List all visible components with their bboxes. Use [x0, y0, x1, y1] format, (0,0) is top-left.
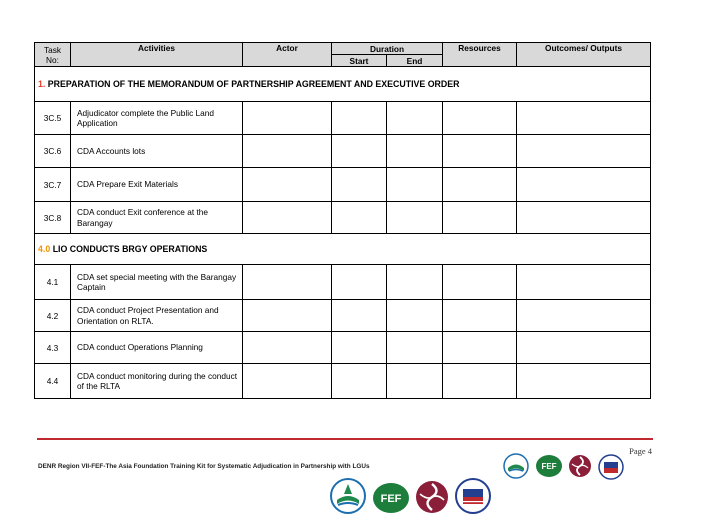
- footer-text: DENR Region VII-FEF-The Asia Foundation Training Kit for Systematic Adjudication in Partnership with LGUs: [38, 463, 370, 470]
- section-number: 4.0: [38, 244, 51, 254]
- outcomes-cell: [517, 300, 651, 332]
- end-cell: [387, 300, 443, 332]
- fef-logo: [372, 482, 410, 514]
- usaid-logo-small: [598, 454, 624, 480]
- header-outcomes: Outcomes/ Outputs: [517, 43, 651, 67]
- task-number: 4.4: [35, 364, 71, 399]
- resources-cell: [443, 364, 517, 399]
- start-cell: [332, 364, 387, 399]
- activity-cell: CDA conduct Project Presentation and Orientation on RLTA.: [71, 300, 243, 332]
- resources-cell: [443, 102, 517, 135]
- header-resources: Resources: [443, 43, 517, 67]
- task-number: 4.3: [35, 332, 71, 364]
- outcomes-cell: [517, 168, 651, 202]
- resources-cell: [443, 168, 517, 202]
- svg-text:FEF: FEF: [541, 462, 557, 471]
- activity-cell: CDA conduct Operations Planning: [71, 332, 243, 364]
- end-cell: [387, 102, 443, 135]
- section-title: [35, 67, 651, 102]
- actor-cell: [243, 300, 332, 332]
- actor-cell: [243, 364, 332, 399]
- actor-cell: [243, 202, 332, 234]
- start-cell: [332, 202, 387, 234]
- usaid-logo: [455, 478, 491, 514]
- footer-rule: [37, 438, 653, 440]
- start-cell: [332, 168, 387, 202]
- start-cell: [332, 265, 387, 300]
- resources-cell: [443, 300, 517, 332]
- table-row: [35, 300, 651, 332]
- outcomes-cell: [517, 135, 651, 168]
- header-start: Start: [332, 55, 387, 67]
- actor-cell: [243, 265, 332, 300]
- header-activities: Activities: [71, 43, 243, 67]
- section-row: [35, 234, 651, 265]
- start-cell: [332, 300, 387, 332]
- actor-cell: [243, 332, 332, 364]
- outcomes-cell: [517, 265, 651, 300]
- table-row: [35, 332, 651, 364]
- outcomes-cell: [517, 202, 651, 234]
- activity-table: [34, 42, 651, 399]
- start-cell: [332, 102, 387, 135]
- table-row: [35, 168, 651, 202]
- resources-cell: [443, 202, 517, 234]
- task-number: 3C.7: [35, 168, 71, 202]
- task-number: 3C.8: [35, 202, 71, 234]
- activity-cell: CDA Prepare Exit Materials: [71, 168, 243, 202]
- section-row: [35, 67, 651, 102]
- resources-cell: [443, 332, 517, 364]
- section-title-text: LIO CONDUCTS BRGY OPERATIONS: [52, 244, 208, 254]
- end-cell: [387, 265, 443, 300]
- outcomes-cell: [517, 102, 651, 135]
- end-cell: [387, 332, 443, 364]
- header-duration: Duration: [332, 43, 443, 55]
- activity-cell: CDA conduct monitoring during the conduct of the RLTA: [71, 364, 243, 399]
- resources-cell: [443, 135, 517, 168]
- page-number: Page 4: [629, 446, 652, 456]
- fef-logo-small: [535, 454, 563, 478]
- denr-logo: [330, 478, 366, 514]
- table-row: [35, 265, 651, 300]
- end-cell: [387, 364, 443, 399]
- denr-logo-small: [503, 453, 529, 479]
- actor-cell: [243, 168, 332, 202]
- asia-foundation-logo: [415, 480, 449, 514]
- svg-text:FEF: FEF: [380, 493, 402, 505]
- outcomes-cell: [517, 332, 651, 364]
- end-cell: [387, 202, 443, 234]
- section-number: 1.: [38, 79, 46, 89]
- end-cell: [387, 168, 443, 202]
- table-row: [35, 364, 651, 399]
- start-cell: [332, 135, 387, 168]
- activity-cell: CDA Accounts lots: [71, 135, 243, 168]
- actor-cell: [243, 102, 332, 135]
- end-cell: [387, 135, 443, 168]
- task-number: 4.1: [35, 265, 71, 300]
- activity-cell: CDA set special meeting with the Barangay Captain: [71, 265, 243, 300]
- task-number: 3C.5: [35, 102, 71, 135]
- table-row: [35, 202, 651, 234]
- activity-cell: CDA conduct Exit conference at the Barangay: [71, 202, 243, 234]
- header-task-no: Task No:: [35, 43, 71, 67]
- resources-cell: [443, 265, 517, 300]
- header-end: End: [387, 55, 443, 67]
- activity-cell: Adjudicator complete the Public Land Application: [71, 102, 243, 135]
- start-cell: [332, 332, 387, 364]
- section-title-text: PREPARATION OF THE MEMORANDUM OF PARTNERSHIP AGREEMENT AND EXECUTIVE ORDER: [47, 79, 460, 89]
- section-title: [35, 234, 651, 265]
- table-row: [35, 135, 651, 168]
- table-row: [35, 102, 651, 135]
- task-number: 3C.6: [35, 135, 71, 168]
- task-number: 4.2: [35, 300, 71, 332]
- outcomes-cell: [517, 364, 651, 399]
- asia-foundation-logo-small: [568, 454, 592, 478]
- header-actor: Actor: [243, 43, 332, 67]
- actor-cell: [243, 135, 332, 168]
